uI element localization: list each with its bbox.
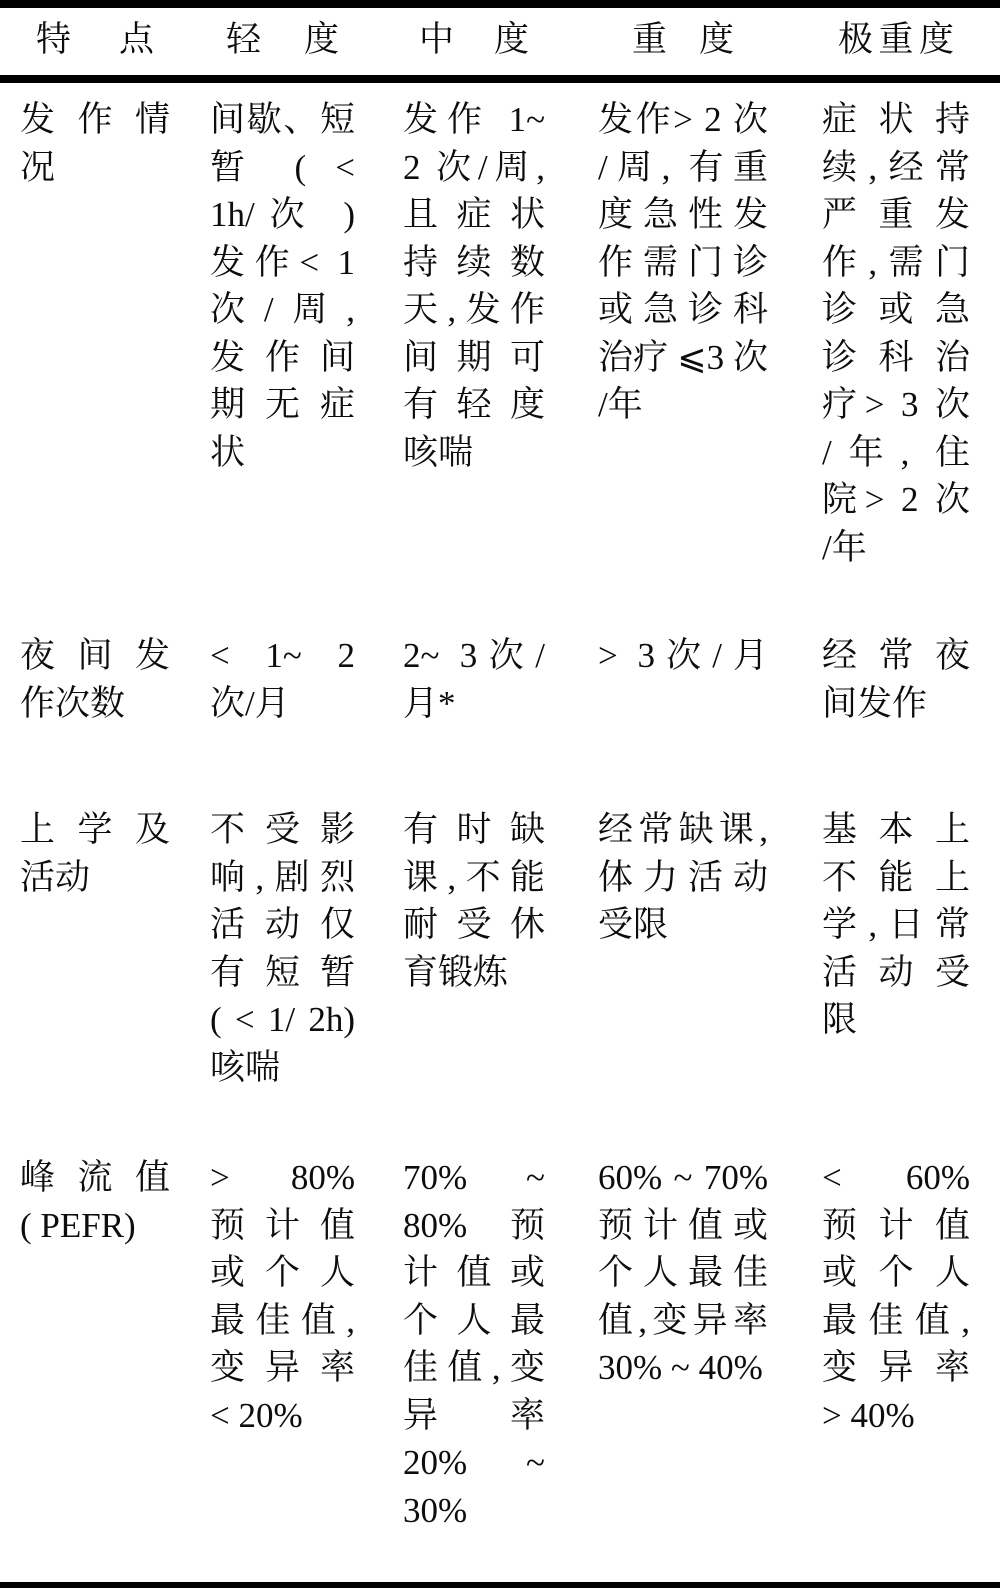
table-top-rule: [0, 0, 1000, 8]
cell-night-attacks-very-severe: 经常夜 间发作: [822, 636, 970, 723]
cell-night-attacks-moderate: 2~ 3次/ 月*: [403, 636, 545, 723]
cell-school-activity-very-severe: 基本上 不能上 学,日常 活动受 限: [822, 810, 970, 1039]
header-mild: 轻度: [226, 20, 339, 59]
cell-school-activity-moderate: 有时缺 课,不能 耐受休 育锻炼: [403, 810, 545, 992]
cell-school-activity-severe: 经常缺课, 体力活动 受限: [598, 810, 768, 944]
row-label-attack-pattern: 发作情 况: [20, 100, 170, 187]
table-bottom-rule: [0, 1582, 1000, 1588]
cell-night-attacks-severe: > 3次/月: [598, 636, 768, 675]
table-header-rule: [0, 75, 1000, 83]
header-very-severe: 极重度: [838, 20, 954, 59]
cell-attack-pattern-severe: 发作> 2 次 /周, 有重 度急性发 作需门诊 或急诊科 治疗 ⩽3 次 /年: [598, 100, 768, 424]
cell-school-activity-mild: 不受影 响,剧烈 活动仅 有短暂 ( < 1/ 2h) 咳喘: [210, 810, 355, 1087]
row-label-pefr: 峰流值 ( PEFR): [20, 1158, 170, 1245]
cell-pefr-severe: 60% ~ 70% 预计值或 个人最佳 值,变异率 30% ~ 40%: [598, 1158, 768, 1387]
header-feature: 特点: [36, 20, 154, 59]
row-label-night-attacks: 夜间发 作次数: [20, 636, 170, 723]
cell-pefr-mild: > 80% 预计值 或个人 最佳值, 变异率 < 20%: [210, 1158, 355, 1435]
cell-night-attacks-mild: < 1~ 2 次/月: [210, 636, 355, 723]
cell-pefr-moderate: 70% ~ 80% 预 计值或 个人最 佳值,变 异 率 20% ~ 30%: [403, 1158, 545, 1530]
row-label-school-activity: 上学及 活动: [20, 810, 170, 897]
cell-attack-pattern-mild: 间歇、短 暂 ( < 1h/次 ) 发作< 1 次/周, 发作间 期无症 状: [210, 100, 355, 472]
cell-attack-pattern-moderate: 发作 1~ 2 次/周, 且症状 持续数 天,发作 间期可 有轻度 咳喘: [403, 100, 545, 472]
header-severe: 重度: [632, 20, 734, 59]
cell-attack-pattern-very-severe: 症状持 续,经常 严重发 作,需门 诊或急 诊科治 疗> 3 次 /年, 住 院> 2 次 /年: [822, 100, 970, 567]
cell-pefr-very-severe: < 60% 预计值 或个人 最佳值, 变异率 > 40%: [822, 1158, 970, 1435]
header-moderate: 中度: [419, 20, 529, 59]
